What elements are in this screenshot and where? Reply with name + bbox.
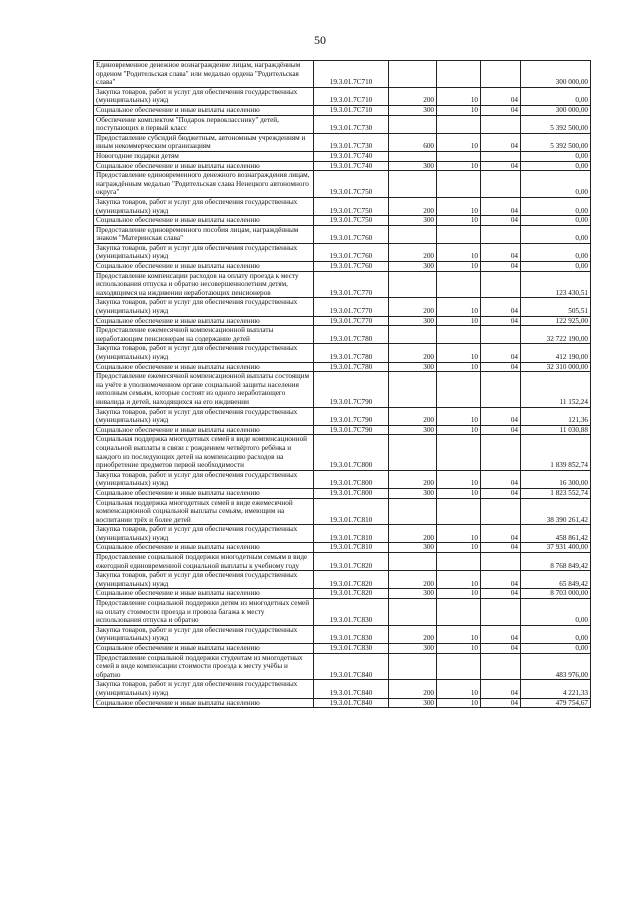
section-cell: [437, 271, 481, 298]
amount-cell: 4 221,33: [521, 680, 591, 698]
target-code-cell: 19.3.01.7С790: [314, 407, 389, 425]
subsection-cell: 04: [481, 543, 521, 553]
expense-type-cell: [389, 435, 437, 470]
expense-type-cell: 300: [389, 161, 437, 171]
amount-cell: 32 722 190,00: [521, 326, 591, 344]
subsection-cell: [481, 553, 521, 571]
expense-type-cell: 300: [389, 316, 437, 326]
section-cell: [437, 435, 481, 470]
section-cell: [437, 171, 481, 198]
amount-cell: 37 931 400,00: [521, 543, 591, 553]
section-cell: 10: [437, 589, 481, 599]
section-cell: 10: [437, 407, 481, 425]
expense-type-cell: 200: [389, 470, 437, 488]
expense-name-cell: Предоставление единовременного денежного вознаграждения лицам, награждённым медалью "Родительская слава Ненецкого автономного округа": [94, 171, 314, 198]
section-cell: 10: [437, 87, 481, 105]
expense-type-cell: 300: [389, 362, 437, 372]
section-cell: 10: [437, 316, 481, 326]
expense-name-cell: Предоставление ежемесячной компенсационной выплаты неработающим пенсионерам на содержание детей: [94, 326, 314, 344]
target-code-cell: 19.3.01.7С710: [314, 105, 389, 115]
section-cell: 10: [437, 344, 481, 362]
expense-name-cell: Социальное обеспечение и иные выплаты населению: [94, 543, 314, 553]
subsection-cell: 04: [481, 105, 521, 115]
table-row: [94, 326, 591, 344]
subsection-cell: 04: [481, 571, 521, 589]
expense-name-cell: Социальное обеспечение и иные выплаты населению: [94, 105, 314, 115]
expense-name-cell: Социальная поддержка многодетных семей в виде компенсационной социальной выплаты в связи с рождением четвёртого ребёнка и каждого из последующих детей на компенсацию расходов на приобретение предметов первой необходимости: [94, 435, 314, 470]
amount-cell: 0,00: [521, 216, 591, 226]
table-row: [94, 316, 591, 326]
target-code-cell: 19.3.01.7С840: [314, 653, 389, 680]
subsection-cell: 04: [481, 344, 521, 362]
expense-name-cell: Социальное обеспечение и иные выплаты населению: [94, 161, 314, 171]
section-cell: 10: [437, 105, 481, 115]
expense-type-cell: [389, 151, 437, 161]
table-row: [94, 425, 591, 435]
amount-cell: 0,00: [521, 262, 591, 272]
expense-type-cell: [389, 225, 437, 243]
table-row: [94, 197, 591, 215]
target-code-cell: 19.3.01.7С740: [314, 151, 389, 161]
expense-name-cell: Закупка товаров, работ и услуг для обеспечения государственных (муниципальных) нужд: [94, 298, 314, 316]
target-code-cell: 19.3.01.7С840: [314, 680, 389, 698]
target-code-cell: 19.3.01.7С830: [314, 625, 389, 643]
table-row: [94, 344, 591, 362]
section-cell: [437, 151, 481, 161]
expense-type-cell: [389, 115, 437, 133]
subsection-cell: [481, 435, 521, 470]
amount-cell: 0,00: [521, 161, 591, 171]
table-row: [94, 525, 591, 543]
target-code-cell: 19.3.01.7С740: [314, 161, 389, 171]
expense-name-cell: Закупка товаров, работ и услуг для обеспечения государственных (муниципальных) нужд: [94, 407, 314, 425]
subsection-cell: 04: [481, 243, 521, 261]
section-cell: [437, 326, 481, 344]
table-row: [94, 698, 591, 708]
subsection-cell: [481, 61, 521, 88]
subsection-cell: 04: [481, 644, 521, 654]
amount-cell: 412 190,00: [521, 344, 591, 362]
table-row: [94, 216, 591, 226]
amount-cell: 1 823 552,74: [521, 488, 591, 498]
expense-name-cell: Предоставление ежемесячной компенсационной выплаты состоящим на учёте в уполномоченном органе социальной защиты населения неполным семьям, которые состоят из одного неработающего инвалида и детей, находящихся на его иждивении: [94, 372, 314, 407]
budget-table: [93, 60, 591, 708]
expense-name-cell: Закупка товаров, работ и услуг для обеспечения государственных (муниципальных) нужд: [94, 470, 314, 488]
section-cell: 10: [437, 362, 481, 372]
expense-name-cell: Закупка товаров, работ и услуг для обеспечения государственных (муниципальных) нужд: [94, 87, 314, 105]
expense-name-cell: Закупка товаров, работ и услуг для обеспечения государственных (муниципальных) нужд: [94, 525, 314, 543]
expense-name-cell: Социальное обеспечение и иные выплаты населению: [94, 316, 314, 326]
target-code-cell: 19.3.01.7С710: [314, 61, 389, 88]
section-cell: 10: [437, 470, 481, 488]
table-row: [94, 271, 591, 298]
table-row: [94, 372, 591, 407]
subsection-cell: [481, 225, 521, 243]
expense-name-cell: Закупка товаров, работ и услуг для обеспечения государственных (муниципальных) нужд: [94, 625, 314, 643]
target-code-cell: 19.3.01.7С800: [314, 488, 389, 498]
target-code-cell: 19.3.01.7С780: [314, 326, 389, 344]
table-row: [94, 243, 591, 261]
subsection-cell: 04: [481, 197, 521, 215]
expense-name-cell: Закупка товаров, работ и услуг для обеспечения государственных (муниципальных) нужд: [94, 197, 314, 215]
expense-type-cell: 300: [389, 698, 437, 708]
expense-name-cell: Единовременное денежное вознаграждение лицам, награждённым орденом "Родительская слава" или медалью ордена "Родительская слава": [94, 61, 314, 88]
subsection-cell: 04: [481, 161, 521, 171]
subsection-cell: 04: [481, 698, 521, 708]
section-cell: 10: [437, 644, 481, 654]
table-row: [94, 362, 591, 372]
subsection-cell: 04: [481, 488, 521, 498]
section-cell: [437, 599, 481, 626]
expense-type-cell: [389, 498, 437, 525]
section-cell: 10: [437, 133, 481, 151]
amount-cell: 65 849,42: [521, 571, 591, 589]
amount-cell: 0,00: [521, 171, 591, 198]
expense-name-cell: Обеспечение комплектом "Подарок первокласснику" детей, поступающих в первый класс: [94, 115, 314, 133]
target-code-cell: 19.3.01.7С730: [314, 133, 389, 151]
table-row: [94, 298, 591, 316]
subsection-cell: 04: [481, 470, 521, 488]
target-code-cell: 19.3.01.7С750: [314, 216, 389, 226]
table-row: [94, 115, 591, 133]
target-code-cell: 19.3.01.7С840: [314, 698, 389, 708]
subsection-cell: [481, 498, 521, 525]
target-code-cell: 19.3.01.7С780: [314, 344, 389, 362]
expense-type-cell: 200: [389, 407, 437, 425]
expense-name-cell: Социальное обеспечение и иные выплаты населению: [94, 589, 314, 599]
subsection-cell: 04: [481, 525, 521, 543]
section-cell: 10: [437, 197, 481, 215]
expense-name-cell: Предоставление социальной поддержки детям из многодетных семей на оплату стоимости проезда и провоза багажа к месту использования отпуска и обратно: [94, 599, 314, 626]
target-code-cell: 19.3.01.7С820: [314, 571, 389, 589]
section-cell: 10: [437, 243, 481, 261]
expense-type-cell: [389, 271, 437, 298]
page-number: 50: [314, 33, 326, 47]
target-code-cell: 19.3.01.7С770: [314, 271, 389, 298]
target-code-cell: 19.3.01.7С810: [314, 525, 389, 543]
section-cell: 10: [437, 262, 481, 272]
table-row: [94, 589, 591, 599]
amount-cell: 0,00: [521, 243, 591, 261]
subsection-cell: [481, 271, 521, 298]
subsection-cell: 04: [481, 680, 521, 698]
expense-type-cell: 200: [389, 680, 437, 698]
expense-name-cell: Предоставление субсидий бюджетным, автономным учреждениям и иным некоммерческим организациям: [94, 133, 314, 151]
expense-name-cell: Социальная поддержка многодетных семей в виде ежемесячной компенсационной социальной выплаты семьям, имеющим на воспитании трёх и более детей: [94, 498, 314, 525]
table-row: [94, 61, 591, 88]
budget-table-body: [94, 61, 591, 708]
target-code-cell: 19.3.01.7С810: [314, 498, 389, 525]
amount-cell: 5 392 500,00: [521, 133, 591, 151]
expense-name-cell: Закупка товаров, работ и услуг для обеспечения государственных (муниципальных) нужд: [94, 243, 314, 261]
section-cell: 10: [437, 525, 481, 543]
expense-name-cell: Закупка товаров, работ и услуг для обеспечения государственных (муниципальных) нужд: [94, 571, 314, 589]
expense-type-cell: 600: [389, 133, 437, 151]
target-code-cell: 19.3.01.7С800: [314, 470, 389, 488]
amount-cell: 0,00: [521, 644, 591, 654]
target-code-cell: 19.3.01.7С780: [314, 362, 389, 372]
amount-cell: 0,00: [521, 197, 591, 215]
target-code-cell: 19.3.01.7С800: [314, 435, 389, 470]
amount-cell: 458 861,42: [521, 525, 591, 543]
subsection-cell: 04: [481, 407, 521, 425]
amount-cell: 8 768 849,42: [521, 553, 591, 571]
amount-cell: 0,00: [521, 599, 591, 626]
section-cell: [437, 372, 481, 407]
expense-type-cell: 200: [389, 571, 437, 589]
expense-name-cell: Социальное обеспечение и иные выплаты населению: [94, 262, 314, 272]
subsection-cell: [481, 326, 521, 344]
amount-cell: 32 310 000,00: [521, 362, 591, 372]
expense-type-cell: [389, 599, 437, 626]
subsection-cell: 04: [481, 87, 521, 105]
table-row: [94, 625, 591, 643]
expense-type-cell: 300: [389, 644, 437, 654]
target-code-cell: 19.3.01.7С830: [314, 644, 389, 654]
expense-name-cell: Новогодние подарки детям: [94, 151, 314, 161]
expense-type-cell: 300: [389, 488, 437, 498]
subsection-cell: 04: [481, 216, 521, 226]
expense-type-cell: 200: [389, 344, 437, 362]
expense-name-cell: Социальное обеспечение и иные выплаты населению: [94, 698, 314, 708]
section-cell: 10: [437, 425, 481, 435]
target-code-cell: 19.3.01.7С810: [314, 543, 389, 553]
subsection-cell: 04: [481, 425, 521, 435]
amount-cell: 8 703 000,00: [521, 589, 591, 599]
subsection-cell: 04: [481, 362, 521, 372]
amount-cell: 121,36: [521, 407, 591, 425]
amount-cell: 483 976,00: [521, 653, 591, 680]
expense-type-cell: 300: [389, 425, 437, 435]
expense-type-cell: 200: [389, 525, 437, 543]
table-row: [94, 105, 591, 115]
expense-type-cell: [389, 653, 437, 680]
amount-cell: 479 754,67: [521, 698, 591, 708]
expense-type-cell: 300: [389, 105, 437, 115]
expense-type-cell: 300: [389, 543, 437, 553]
expense-name-cell: Социальное обеспечение и иные выплаты населению: [94, 362, 314, 372]
target-code-cell: 19.3.01.7С770: [314, 316, 389, 326]
table-row: [94, 543, 591, 553]
section-cell: [437, 653, 481, 680]
table-row: [94, 225, 591, 243]
subsection-cell: [481, 151, 521, 161]
table-row: [94, 644, 591, 654]
table-row: [94, 599, 591, 626]
subsection-cell: 04: [481, 298, 521, 316]
expense-type-cell: [389, 372, 437, 407]
expense-type-cell: [389, 326, 437, 344]
section-cell: 10: [437, 161, 481, 171]
section-cell: [437, 61, 481, 88]
amount-cell: 5 392 500,00: [521, 115, 591, 133]
table-row: [94, 133, 591, 151]
expense-type-cell: [389, 553, 437, 571]
expense-name-cell: Предоставление социальной поддержки многодетным семьям в виде ежегодной единовременной социальной выплаты к учебному году: [94, 553, 314, 571]
section-cell: 10: [437, 543, 481, 553]
target-code-cell: 19.3.01.7С760: [314, 225, 389, 243]
table-row: [94, 161, 591, 171]
table-row: [94, 653, 591, 680]
table-row: [94, 553, 591, 571]
section-cell: 10: [437, 680, 481, 698]
section-cell: 10: [437, 298, 481, 316]
subsection-cell: [481, 653, 521, 680]
amount-cell: 122 925,00: [521, 316, 591, 326]
table-row: [94, 407, 591, 425]
amount-cell: 300 000,00: [521, 61, 591, 88]
amount-cell: 300 000,00: [521, 105, 591, 115]
table-row: [94, 171, 591, 198]
section-cell: 10: [437, 488, 481, 498]
target-code-cell: 19.3.01.7С820: [314, 589, 389, 599]
subsection-cell: 04: [481, 625, 521, 643]
table-row: [94, 470, 591, 488]
table-row: [94, 571, 591, 589]
target-code-cell: 19.3.01.7С790: [314, 372, 389, 407]
target-code-cell: 19.3.01.7С820: [314, 553, 389, 571]
subsection-cell: [481, 171, 521, 198]
amount-cell: 0,00: [521, 225, 591, 243]
amount-cell: 38 390 261,42: [521, 498, 591, 525]
subsection-cell: 04: [481, 316, 521, 326]
section-cell: [437, 225, 481, 243]
expense-name-cell: Закупка товаров, работ и услуг для обеспечения государственных (муниципальных) нужд: [94, 344, 314, 362]
expense-type-cell: 300: [389, 589, 437, 599]
target-code-cell: 19.3.01.7С830: [314, 599, 389, 626]
target-code-cell: 19.3.01.7С760: [314, 243, 389, 261]
table-row: [94, 488, 591, 498]
target-code-cell: 19.3.01.7С750: [314, 171, 389, 198]
expense-name-cell: Предоставление единовременного пособия лицам, награждённым знаком "Материнская слава": [94, 225, 314, 243]
section-cell: 10: [437, 625, 481, 643]
target-code-cell: 19.3.01.7С710: [314, 87, 389, 105]
expense-name-cell: Социальное обеспечение и иные выплаты населению: [94, 644, 314, 654]
expense-type-cell: [389, 61, 437, 88]
expense-type-cell: 200: [389, 298, 437, 316]
amount-cell: 11 030,88: [521, 425, 591, 435]
target-code-cell: 19.3.01.7С750: [314, 197, 389, 215]
subsection-cell: [481, 599, 521, 626]
table-row: [94, 262, 591, 272]
subsection-cell: [481, 372, 521, 407]
expense-name-cell: Предоставление компенсации расходов на оплату проезда к месту использования отпуска и обратно несовершеннолетним детям, находящимся на иждивении неработающих пенсионеров: [94, 271, 314, 298]
section-cell: [437, 553, 481, 571]
expense-name-cell: Социальное обеспечение и иные выплаты населению: [94, 216, 314, 226]
subsection-cell: 04: [481, 589, 521, 599]
table-row: [94, 87, 591, 105]
expense-name-cell: Социальное обеспечение и иные выплаты населению: [94, 425, 314, 435]
section-cell: [437, 115, 481, 133]
expense-name-cell: Предоставление социальной поддержки студентам из многодетных семей в виде компенсации стоимости проезда к месту учёбы и обратно: [94, 653, 314, 680]
expense-type-cell: [389, 171, 437, 198]
subsection-cell: [481, 115, 521, 133]
expense-type-cell: 300: [389, 216, 437, 226]
table-row: [94, 151, 591, 161]
target-code-cell: 19.3.01.7С770: [314, 298, 389, 316]
expense-type-cell: 200: [389, 625, 437, 643]
amount-cell: 0,00: [521, 151, 591, 161]
section-cell: [437, 498, 481, 525]
section-cell: 10: [437, 698, 481, 708]
amount-cell: 1 839 852,74: [521, 435, 591, 470]
subsection-cell: 04: [481, 133, 521, 151]
section-cell: 10: [437, 571, 481, 589]
target-code-cell: 19.3.01.7С760: [314, 262, 389, 272]
expense-name-cell: Закупка товаров, работ и услуг для обеспечения государственных (муниципальных) нужд: [94, 680, 314, 698]
amount-cell: 0,00: [521, 87, 591, 105]
expense-type-cell: 300: [389, 262, 437, 272]
expense-type-cell: 200: [389, 197, 437, 215]
table-row: [94, 498, 591, 525]
amount-cell: 11 152,24: [521, 372, 591, 407]
section-cell: 10: [437, 216, 481, 226]
table-row: [94, 435, 591, 470]
expense-type-cell: 200: [389, 87, 437, 105]
expense-name-cell: Социальное обеспечение и иные выплаты населению: [94, 488, 314, 498]
subsection-cell: 04: [481, 262, 521, 272]
amount-cell: 123 430,51: [521, 271, 591, 298]
expense-type-cell: 200: [389, 243, 437, 261]
target-code-cell: 19.3.01.7С730: [314, 115, 389, 133]
amount-cell: 16 300,00: [521, 470, 591, 488]
target-code-cell: 19.3.01.7С790: [314, 425, 389, 435]
amount-cell: 505,51: [521, 298, 591, 316]
amount-cell: 0,00: [521, 625, 591, 643]
table-row: [94, 680, 591, 698]
